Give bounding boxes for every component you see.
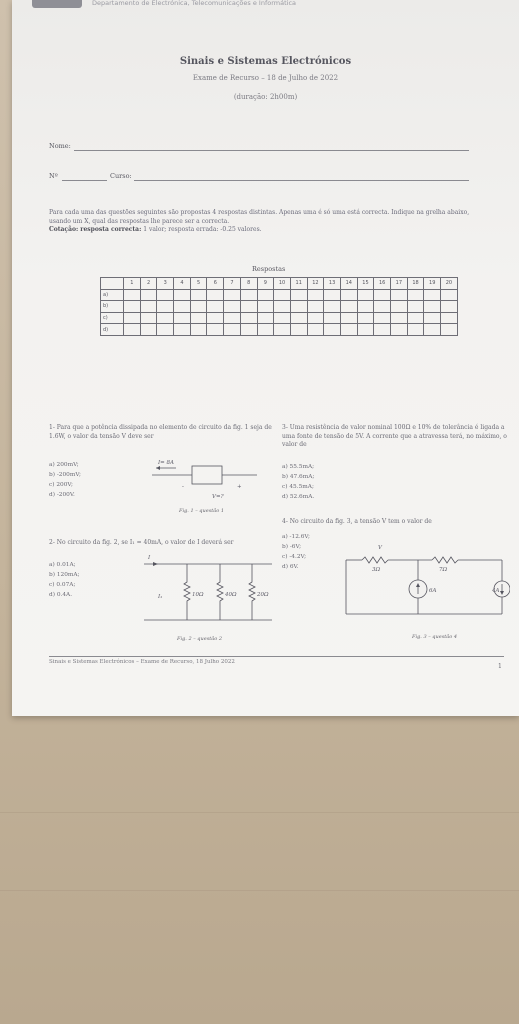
footer-text: Sinais e Sistemas Electrónicos – Exame de Recurso, 18 Julho 2022 [49,659,235,665]
exam-sheet [12,0,519,716]
figure-3 [342,540,510,620]
grading-label: Cotação: resposta correcta: [49,226,142,233]
answer-cell[interactable] [391,289,408,301]
grid-column-header: 4 [174,278,191,290]
answer-cell[interactable] [340,312,357,324]
q4-option-b: b) -6V; [282,544,302,550]
answer-cell[interactable] [441,312,458,324]
q1-option-c: c) 200V; [49,482,73,488]
grid-column-header: 14 [340,278,357,290]
grid-column-header: 5 [190,278,207,290]
answer-cell[interactable] [424,312,441,324]
grading-rest: 1 valor; resposta errada: -0.25 valores. [143,226,262,233]
fig2-resistor-20 [249,564,255,620]
answer-cell[interactable] [157,301,174,313]
fig3-src1-label: 6A [429,588,437,594]
answer-cell[interactable] [374,324,391,336]
answer-cell[interactable] [357,301,374,313]
answer-cell[interactable] [424,324,441,336]
answer-cell[interactable] [391,312,408,324]
fig3-resistor-3 [362,557,388,563]
fig1-plus: + [237,484,242,490]
grid-column-header: 9 [257,278,274,290]
q1-option-a: a) 200mV; [49,462,79,468]
grid-column-header: 7 [224,278,241,290]
q2-option-a: a) 0.01A; [49,562,76,568]
answer-cell[interactable] [207,301,224,313]
fig2-r1-label: 10Ω [192,592,204,598]
footer-rule [49,656,504,657]
q3-option-a: a) 55.5mA; [282,464,315,470]
answer-cell[interactable] [324,289,341,301]
answer-cell[interactable] [174,289,191,301]
answer-cell[interactable] [157,289,174,301]
name-label: Nome: [49,142,71,150]
answer-cell[interactable] [307,324,324,336]
fig1-minus: - [182,484,184,490]
fig1-current-label: I= 8A [158,460,175,466]
q1-option-b: b) -200mV; [49,472,81,478]
fig3-resistor-7 [432,557,458,563]
fig2-current-label: I [148,555,151,561]
answer-cell[interactable] [374,312,391,324]
answer-cell[interactable] [324,324,341,336]
question-4: 4- No circuito da fig. 3, a tensão V tem o valor de [282,518,432,525]
answer-cell[interactable] [207,289,224,301]
q4-option-d: d) 6V. [282,564,299,570]
answer-grid-title: Respostas [252,265,286,273]
answer-cell[interactable] [340,301,357,313]
answer-cell[interactable] [340,324,357,336]
answer-grid [100,277,458,336]
grid-row [101,312,458,324]
fig2-resistor-40 [217,564,223,620]
number-field[interactable] [62,180,107,181]
answer-cell[interactable] [257,289,274,301]
fig3-r2-label: 7Ω [439,567,448,573]
fig2-i1-label: I₁ [158,594,163,600]
paper-crease [0,890,519,891]
answer-cell[interactable] [340,289,357,301]
answer-cell[interactable] [240,301,257,313]
fig1-element [192,466,222,484]
answer-cell[interactable] [407,301,424,313]
page-number: 1 [498,663,502,670]
grid-column-header: 13 [324,278,341,290]
answer-cell[interactable] [307,301,324,313]
answer-cell[interactable] [224,301,241,313]
grid-column-header: 18 [407,278,424,290]
grid-column-header: 3 [157,278,174,290]
answer-cell[interactable] [374,289,391,301]
grid-column-header: 20 [441,278,458,290]
answer-cell[interactable] [140,289,157,301]
answer-cell[interactable] [140,301,157,313]
fig3-v-label: V [378,545,382,551]
q3-option-d: d) 52.6mA. [282,494,315,500]
answer-cell[interactable] [224,324,241,336]
q2-option-b: b) 120mA; [49,572,80,578]
answer-cell[interactable] [174,312,191,324]
fig3-src2-label: 4A [492,588,500,594]
question-1: 1- Para que a potência dissipada no elemento de circuito da fig. 1 seja de 1.6W, o valor da tensão V deve ser [49,424,272,440]
answer-cell[interactable] [157,324,174,336]
grid-column-header: 19 [424,278,441,290]
answer-cell[interactable] [240,312,257,324]
answer-cell[interactable] [424,289,441,301]
q2-option-d: d) 0.4A. [49,592,73,598]
grid-corner [101,278,124,290]
fig2-r2-label: 40Ω [225,592,237,598]
q4-option-a: a) -12.6V; [282,534,310,540]
answer-cell[interactable] [207,312,224,324]
answer-cell[interactable] [140,312,157,324]
course-label: Curso: [110,172,132,180]
exam-title: Sinais e Sistemas Electrónicos [179,56,352,67]
answer-cell[interactable] [324,312,341,324]
answer-cell[interactable] [407,324,424,336]
instructions [49,209,489,235]
fig2-arrowhead [153,562,158,566]
answer-cell[interactable] [290,301,307,313]
name-field[interactable] [74,150,469,151]
answer-cell[interactable] [224,312,241,324]
answer-cell[interactable] [290,312,307,324]
fig3-caption: Fig. 3 – questão 4 [412,634,458,640]
figure-1 [152,458,262,503]
grid-row-label: c) [101,312,124,324]
grid-row-label: d) [101,324,124,336]
instructions-text: Para cada uma das questões seguintes são propostas 4 respostas distintas. Apenas uma é só uma está correcta. Indique na grelha abaixo, usando um X, qual das respostas lhe parece ser a correcta. [49,209,470,225]
answer-cell[interactable] [157,312,174,324]
exam-subtitle: Exame de Recurso – 18 de Julho de 2022 [192,74,339,82]
answer-cell[interactable] [290,324,307,336]
answer-cell[interactable] [357,324,374,336]
answer-cell[interactable] [391,324,408,336]
fig1-caption: Fig. 1 – questão 1 [179,508,225,514]
answer-cell[interactable] [407,312,424,324]
q2-option-c: c) 0.07A; [49,582,76,588]
fig2-resistor-10 [184,564,190,620]
exam-duration: (duração: 2h00m) [233,93,298,101]
answer-cell[interactable] [391,301,408,313]
paper-crease [0,812,519,813]
q1-option-d: d) -200V. [49,492,75,498]
grid-column-header: 15 [357,278,374,290]
answer-cell[interactable] [441,324,458,336]
answer-cell[interactable] [207,324,224,336]
answer-cell[interactable] [441,301,458,313]
answer-cell[interactable] [140,324,157,336]
fig1-voltage-label: V=? [212,494,224,500]
grid-column-header: 1 [124,278,141,290]
grid-row [101,289,458,301]
answer-cell[interactable] [374,301,391,313]
answer-cell[interactable] [274,312,291,324]
answer-cell[interactable] [324,301,341,313]
answer-cell[interactable] [257,324,274,336]
answer-cell[interactable] [441,289,458,301]
grid-column-header: 11 [290,278,307,290]
answer-cell[interactable] [190,301,207,313]
answer-cell[interactable] [290,289,307,301]
grid-column-header: 16 [374,278,391,290]
department-header: Departamento de Electrónica, Telecomunicações e Informática [92,0,297,7]
grid-row-label: b) [101,301,124,313]
grid-row [101,324,458,336]
answer-cell[interactable] [274,289,291,301]
fig3-r1-label: 3Ω [372,567,381,573]
answer-cell[interactable] [274,301,291,313]
answer-cell[interactable] [274,324,291,336]
grid-column-header: 10 [274,278,291,290]
answer-cell[interactable] [307,289,324,301]
answer-cell[interactable] [240,289,257,301]
grid-column-header: 6 [207,278,224,290]
question-2: 2- No circuito da fig. 2, se I₁ = 40mA, o valor de I deverá ser [49,539,234,546]
answer-cell[interactable] [307,312,324,324]
answer-cell[interactable] [124,312,141,324]
q3-option-c: c) 45.5mA; [282,484,314,490]
answer-cell[interactable] [357,289,374,301]
grid-column-header: 2 [140,278,157,290]
fig2-r3-label: 20Ω [257,592,269,598]
answer-cell[interactable] [424,301,441,313]
number-label: Nº [49,172,58,180]
answer-cell[interactable] [190,289,207,301]
grid-column-header: 17 [391,278,408,290]
answer-cell[interactable] [190,324,207,336]
grid-row [101,301,458,313]
figure-2 [142,550,282,630]
grid-column-header: 12 [307,278,324,290]
answer-cell[interactable] [257,312,274,324]
answer-cell[interactable] [407,289,424,301]
answer-cell[interactable] [357,312,374,324]
grid-column-header: 8 [240,278,257,290]
answer-cell[interactable] [124,301,141,313]
answer-cell[interactable] [124,324,141,336]
answer-cell[interactable] [174,301,191,313]
course-field[interactable] [134,180,469,181]
grid-row-label: a) [101,289,124,301]
answer-cell[interactable] [257,301,274,313]
fig1-arrowhead [156,466,160,470]
answer-cell[interactable] [240,324,257,336]
answer-cell[interactable] [174,324,191,336]
answer-grid-header [101,278,458,290]
answer-cell[interactable] [124,289,141,301]
q3-option-b: b) 47.6mA; [282,474,315,480]
question-3: 3- Uma resistência de valor nominal 100Ω e 10% de tolerância é ligada a uma fonte de tensão de 5V. A corrente que a atravessa terá, no máximo, o valor de [282,424,507,448]
answer-cell[interactable] [224,289,241,301]
fig2-caption: Fig. 2 – questão 2 [177,636,223,642]
university-logo [32,0,82,8]
q4-option-c: c) -4.2V; [282,554,307,560]
answer-cell[interactable] [190,312,207,324]
